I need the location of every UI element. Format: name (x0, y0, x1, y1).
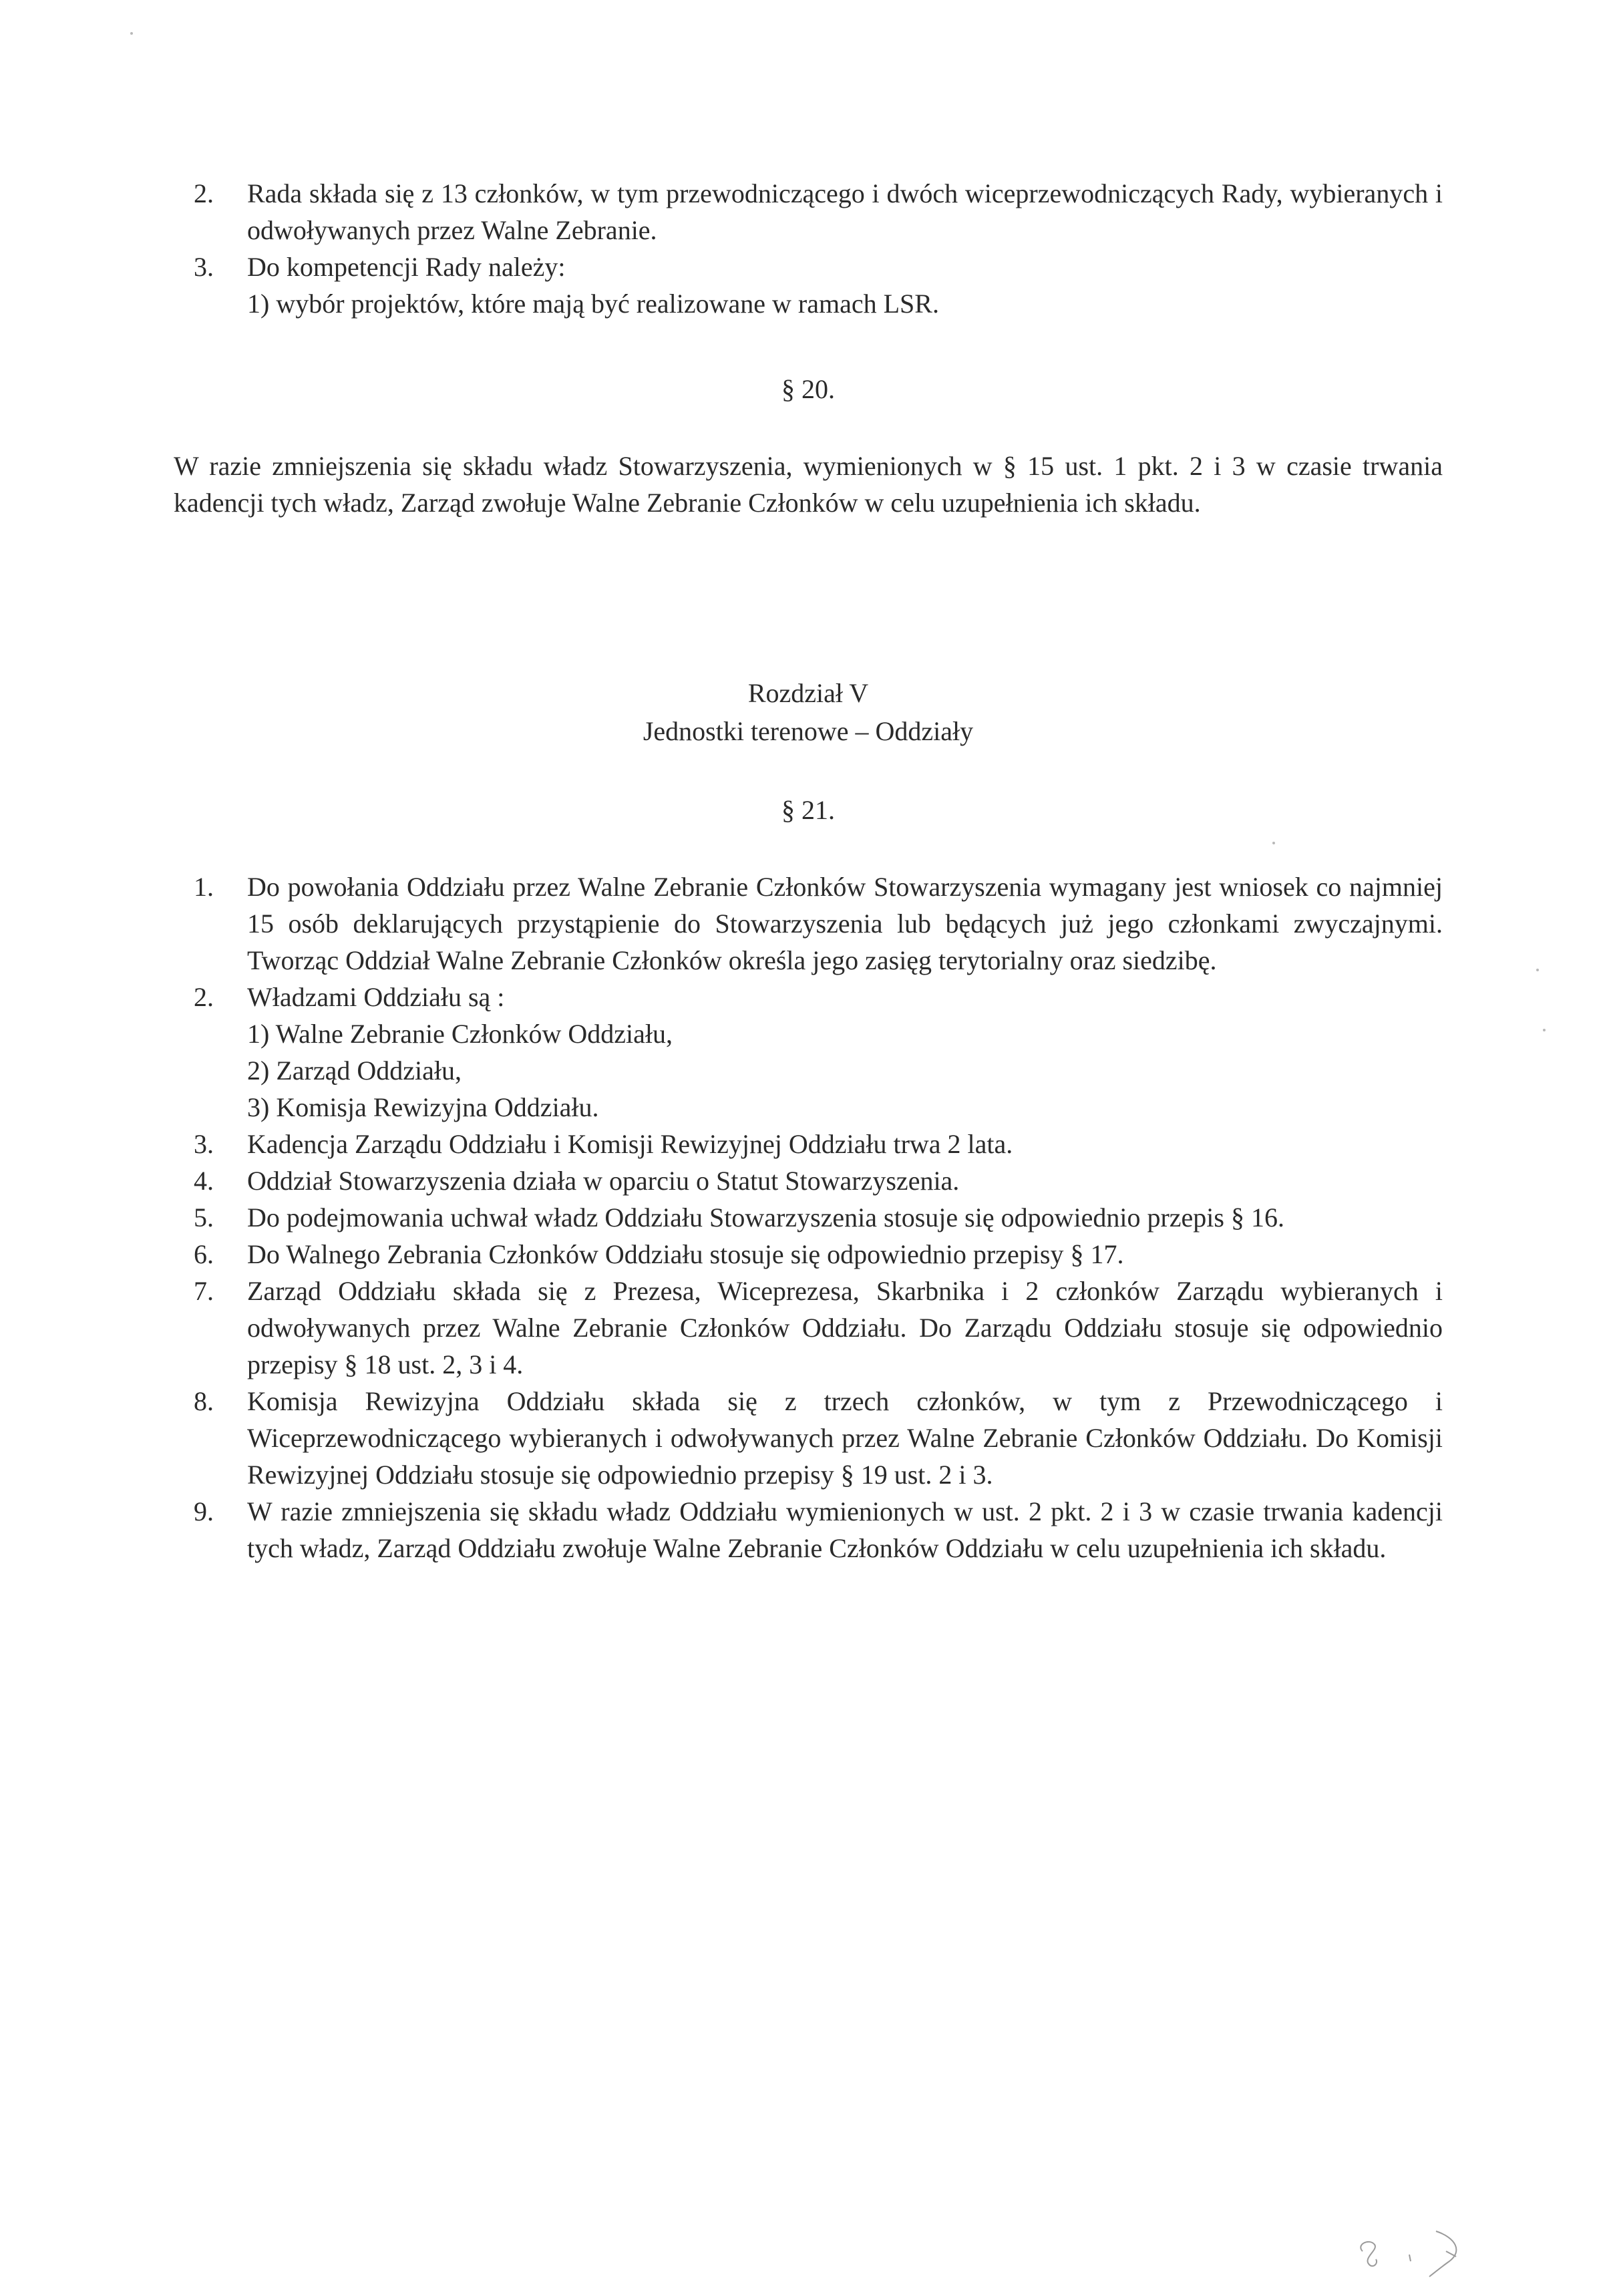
scan-speck (1272, 842, 1275, 844)
item-number: 6. (194, 1239, 214, 1269)
item-text: Zarząd Oddziału składa się z Prezesa, Wiceprezesa, Skarbnika i 2 członków Zarządu wybieranych i odwoływanych przez Walne Zebranie Członków Oddziału. Do Zarządu Oddziału stosuje się odpowiednio przepisy § 18 ust. 2, 3 i 4. (247, 1276, 1443, 1379)
item-text: Komisja Rewizyjna Oddziału składa się z trzech członków, w tym z Przewodniczącego i Wiceprzewodniczącego wybieranych i odwoływanych przez Walne Zebranie Członków Oddziału. Do Komisji Rewizyjnej Oddziału stosuje się odpowiednio przepisy § 19 ust. 2 i 3. (247, 1386, 1443, 1490)
list-item (174, 249, 1443, 285)
scan-speck (1543, 1029, 1546, 1031)
section-21-list (174, 868, 1443, 1567)
sub-item: 1) wybór projektów, które mają być realizowane w ramach LSR. (247, 289, 939, 319)
item-text: Do podejmowania uchwał władz Oddziału Stowarzyszenia stosuje się odpowiednio przepis § 16. (247, 1202, 1284, 1233)
item-number: 3. (194, 1129, 214, 1159)
list-item (174, 1273, 1443, 1383)
item-text: W razie zmniejszenia się składu władz Oddziału wymienionych w ust. 2 pkt. 2 i 3 w czasie trwania kadencji tych władz, Zarząd Oddziału zwołuje Walne Zebranie Członków Oddziału w celu uzupełnienia ich składu. (247, 1496, 1443, 1563)
item-text: Oddział Stowarzyszenia działa w oparciu o Statut Stowarzyszenia. (247, 1166, 960, 1196)
item-number: 4. (194, 1166, 214, 1196)
section-heading-20: § 20. (781, 374, 835, 404)
handwritten-initials (1349, 2225, 1483, 2278)
item-text: Rada składa się z 13 członków, w tym przewodniczącego i dwóch wiceprzewodniczących Rady, wybieranych i odwoływanych przez Walne Zebranie. (247, 178, 1443, 245)
list-item (174, 868, 1443, 979)
scan-speck (130, 32, 133, 35)
scan-speck (1536, 969, 1539, 971)
sub-item: 1) Walne Zebranie Członków Oddziału, (247, 1019, 673, 1049)
chapter-title: Rozdział V (747, 678, 869, 708)
top-list (174, 175, 1443, 322)
item-text: Kadencja Zarządu Oddziału i Komisji Rewizyjnej Oddziału trwa 2 lata. (247, 1129, 1013, 1159)
item-text: Władzami Oddziału są : (247, 982, 505, 1012)
section-20-text: W razie zmniejszenia się składu władz Stowarzyszenia, wymienionych w § 15 ust. 1 pkt. 2 i 3 w czasie trwania kadencji tych władz, Zarząd zwołuje Walne Zebranie Członków w celu uzupełnienia ich składu. (174, 451, 1443, 518)
item-number: 2. (194, 178, 214, 208)
list-item (174, 1493, 1443, 1567)
item-number: 7. (194, 1276, 214, 1306)
sub-item: 2) Zarząd Oddziału, (247, 1055, 462, 1086)
section-heading-21: § 21. (781, 795, 835, 825)
item-number: 8. (194, 1386, 214, 1416)
item-text: Do powołania Oddziału przez Walne Zebranie Członków Stowarzyszenia wymagany jest wniosek co najmniej 15 osób deklarujących przystąpienie do Stowarzyszenia lub będących już jego członkami zwyczajnymi. Tworząc Oddział Walne Zebranie Członków określa jego zasięg terytorialny oraz siedzibę. (247, 872, 1443, 975)
item-number: 5. (194, 1202, 214, 1233)
list-item (174, 1126, 1443, 1162)
list-item (174, 979, 1443, 1015)
item-text: Do kompetencji Rady należy: (247, 252, 566, 282)
list-item (174, 1199, 1443, 1236)
list-item (174, 1236, 1443, 1273)
item-number: 9. (194, 1496, 214, 1526)
item-text: Do Walnego Zebrania Członków Oddziału stosuje się odpowiednio przepisy § 17. (247, 1239, 1124, 1269)
list-item (174, 175, 1443, 249)
sub-item: 3) Komisja Rewizyjna Oddziału. (247, 1092, 599, 1122)
item-number: 3. (194, 252, 214, 282)
item-number: 1. (194, 872, 214, 902)
list-item (174, 1383, 1443, 1493)
chapter-subtitle: Jednostki terenowe – Oddziały (643, 716, 974, 746)
list-item (174, 1162, 1443, 1199)
item-number: 2. (194, 982, 214, 1012)
